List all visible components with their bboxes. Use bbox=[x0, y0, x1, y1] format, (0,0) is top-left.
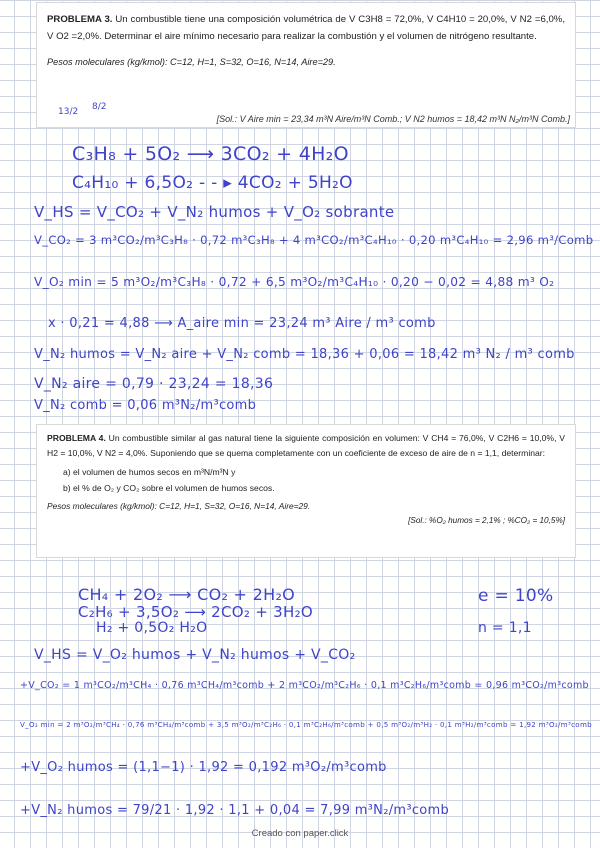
work3-line-1: C₃H₈ + 5O₂ ⟶ 3CO₂ + 4H₂O bbox=[72, 143, 349, 165]
margin-note-2: 8/2 bbox=[92, 102, 107, 112]
work3-line-7: V_N₂ humos = V_N₂ aire + V_N₂ comb = 18,36 + 0,06 = 18,42 m³ N₂ / m³ comb bbox=[34, 347, 575, 362]
work3-line-2: C₄H₁₀ + 6,5O₂ - - ▸ 4CO₂ + 5H₂O bbox=[72, 173, 353, 193]
problem-4-item-a: a) el volumen de humos secos en m³N/m³N y bbox=[63, 467, 236, 477]
work4-n: n = 1,1 bbox=[478, 620, 532, 636]
work4-line-7: +V_O₂ humos = (1,1−1) · 1,92 = 0,192 m³O₂/m³comb bbox=[20, 760, 387, 775]
problem-4-box bbox=[36, 424, 576, 558]
problem-4-statement: PROBLEMA 4. Un combustible similar al gas natural tiene la siguiente composición en volumen: V CH4 = 76,0%, V C2H6 = 10,0%, V H2 = 10,0%, V N2 = 4,0%. Suponiendo que se quema completamente con un coeficiente de exceso de aire de n = 1,1, determinar: bbox=[47, 433, 565, 458]
work3-line-5: V_O₂ min = 5 m³O₂/m³C₃H₈ · 0,72 + 6,5 m³O₂/m³C₄H₁₀ · 0,20 − 0,02 = 4,88 m³ O₂ bbox=[34, 275, 555, 289]
work3-line-4: V_CO₂ = 3 m³CO₂/m³C₃H₈ · 0,72 m³C₃H₈ + 4 m³CO₂/m³C₄H₁₀ · 0,20 m³C₄H₁₀ = 2,96 m³/Comb bbox=[34, 233, 594, 247]
problem-4-item-b: b) el % de O₂ y CO₂ sobre el volumen de humos secos. bbox=[63, 483, 275, 493]
work4-line-8: +V_N₂ humos = 79/21 · 1,92 · 1,1 + 0,04 = 7,99 m³N₂/m³comb bbox=[20, 803, 450, 818]
footer-credit: Creado con paper.click bbox=[251, 828, 349, 839]
work3-line-8: V_N₂ aire = 0,79 · 23,24 = 18,36 bbox=[34, 376, 274, 392]
work4-line-1: CH₄ + 2O₂ ⟶ CO₂ + 2H₂O bbox=[78, 585, 296, 604]
problem-4-label: PROBLEMA 4. bbox=[47, 433, 106, 443]
work4-excess: e = 10% bbox=[478, 586, 554, 606]
work4-line-2: C₂H₆ + 3,5O₂ ⟶ 2CO₂ + 3H₂O bbox=[78, 603, 313, 621]
work3-line-9: V_N₂ comb = 0,06 m³N₂/m³comb bbox=[34, 398, 257, 413]
problem-4-weights: Pesos moleculares (kg/kmol): C=12, H=1, S=32, O=16, N=14, Aire=29. bbox=[47, 501, 311, 511]
work3-line-3: V_HS = V_CO₂ + V_N₂ humos + V_O₂ sobrante bbox=[34, 203, 395, 221]
problem-4-solution: [Sol.: %O₂ humos = 2,1% ; %CO₂ = 10,5%] bbox=[408, 516, 565, 525]
work4-line-6: V_O₂ min = 2 m³O₂/m³CH₄ · 0,76 m³CH₄/m³comb + 3,5 m³O₂/m³C₂H₆ · 0,1 m³C₂H₆/m³comb + 0,5 m³O₂/m³H₂ · 0,1 m³H₂/m³comb = 1,92 m³O₂/m³comb bbox=[20, 720, 592, 729]
work4-line-3: H₂ + 0,5O₂ H₂O bbox=[96, 620, 208, 636]
work4-line-4: V_HS = V_O₂ humos + V_N₂ humos + V_CO₂ bbox=[34, 647, 356, 663]
margin-note-1: 13/2 bbox=[58, 107, 79, 117]
problem-3-solution: [Sol.: V Aire min = 23,34 m³N Aire/m³N Comb.; V N2 humos = 18,42 m³N N₂/m³N Comb.] bbox=[216, 114, 570, 124]
problem-3-statement: PROBLEMA 3. Un combustible tiene una composición volumétrica de V C3H8 = 72,0%, V C4H10 = 20,0%, V N2 =6,0%, V O2 =2,0%. Determinar el aire mínimo necesario para realizar la combustión y el volumen de nitrógeno resultante. bbox=[47, 14, 565, 42]
problem-3-label: PROBLEMA 3. bbox=[47, 14, 113, 25]
work4-line-5: +V_CO₂ = 1 m³CO₂/m³CH₄ · 0,76 m³CH₄/m³comb + 2 m³CO₂/m³C₂H₆ · 0,1 m³C₂H₆/m³comb = 0,96 m³CO₂/m³comb bbox=[20, 680, 589, 691]
problem-3-weights: Pesos moleculares (kg/kmol): C=12, H=1, S=32, O=16, N=14, Aire=29. bbox=[47, 57, 336, 67]
work3-line-6: x · 0,21 = 4,88 ⟶ A_aire min = 23,24 m³ Aire / m³ comb bbox=[48, 316, 436, 331]
problem-3-box bbox=[36, 2, 576, 128]
